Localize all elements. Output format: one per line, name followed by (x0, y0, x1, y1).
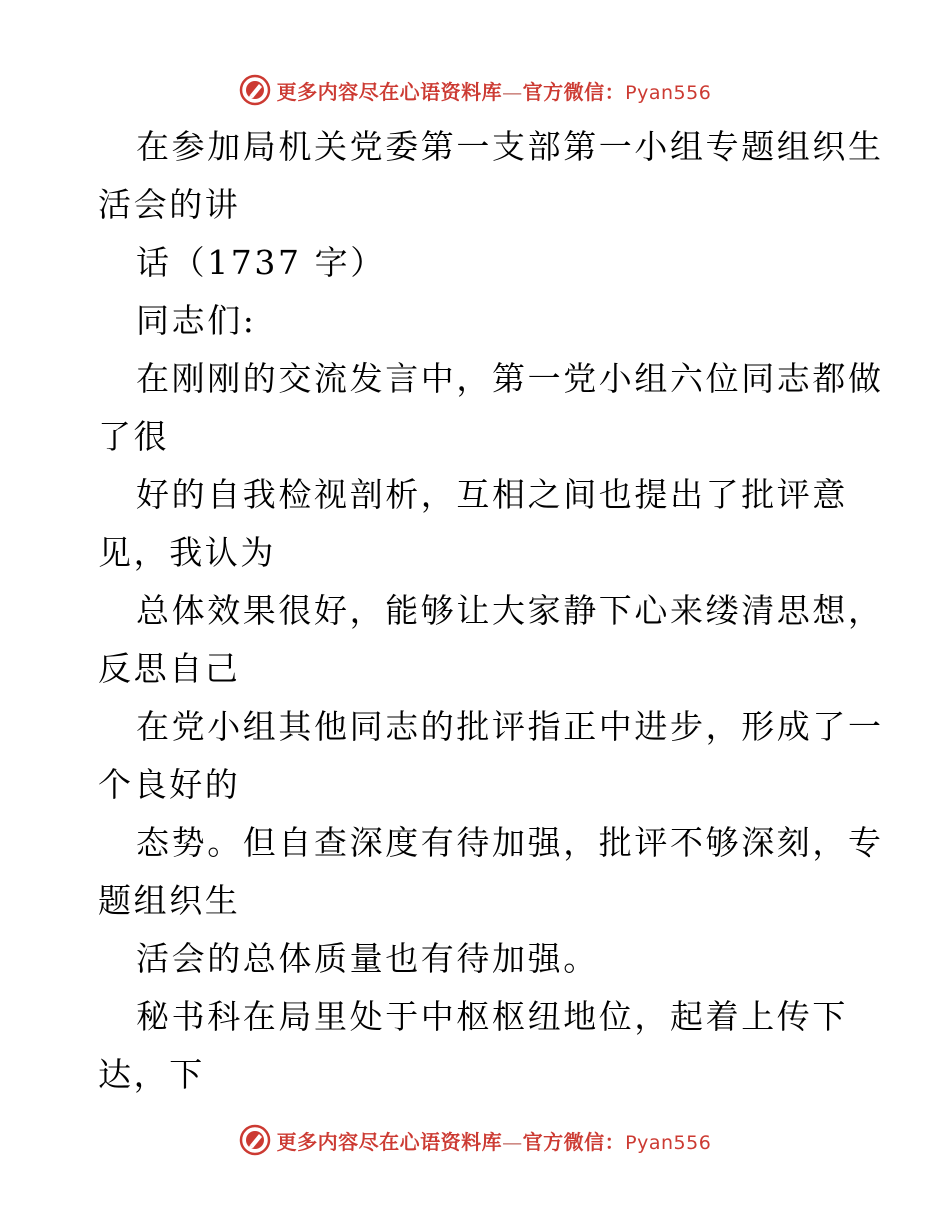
watermark-site-text: 更多内容尽在心语资料库 (276, 79, 503, 104)
watermark-site-text: 更多内容尽在心语资料库 (276, 1129, 503, 1154)
document-line: 话（1737 字） (136, 243, 386, 282)
watermark-header (0, 72, 950, 108)
document-line-title: 在参加局机关党委第一支部第一小组专题组织生 (136, 127, 884, 166)
watermark-wechat-label: 官方微信： (522, 1129, 626, 1154)
watermark-separator: — (502, 1129, 523, 1154)
watermark-wechat-id: Pyan556 (625, 1131, 712, 1154)
document-line: 活会的总体质量也有待加强。 (136, 939, 599, 978)
document-line: 在刚刚的交流发言中，第一党小组六位同志都做 (136, 359, 884, 398)
document-line: 了很 (98, 417, 170, 456)
pen-seal-logo-icon (239, 1124, 271, 1156)
document-line: 见，我认为 (98, 533, 276, 572)
document-line: 总体效果很好，能够让大家静下心来缕清思想， (136, 591, 884, 630)
watermark-separator: — (502, 79, 523, 104)
watermark-wechat-label: 官方微信： (522, 79, 626, 104)
pen-seal-logo-icon (239, 74, 271, 106)
document-line: 达，下 (98, 1055, 205, 1094)
watermark-footer (0, 1122, 950, 1158)
document-line: 好的自我检视剖析，互相之间也提出了批评意 (136, 475, 848, 514)
document-line: 个良好的 (98, 765, 241, 804)
document-line: 在党小组其他同志的批评指正中进步，形成了一 (136, 707, 884, 746)
document-line: 态势。但自查深度有待加强，批评不够深刻，专 (136, 823, 884, 862)
document-line: 秘书科在局里处于中枢枢纽地位，起着上传下 (136, 997, 848, 1036)
watermark-wechat-id: Pyan556 (625, 81, 712, 104)
document-line: 反思自己 (98, 649, 241, 688)
document-line: 活会的讲 (98, 185, 241, 224)
document-line-salutation: 同志们: (136, 301, 257, 340)
document-line: 题组织生 (98, 881, 241, 920)
